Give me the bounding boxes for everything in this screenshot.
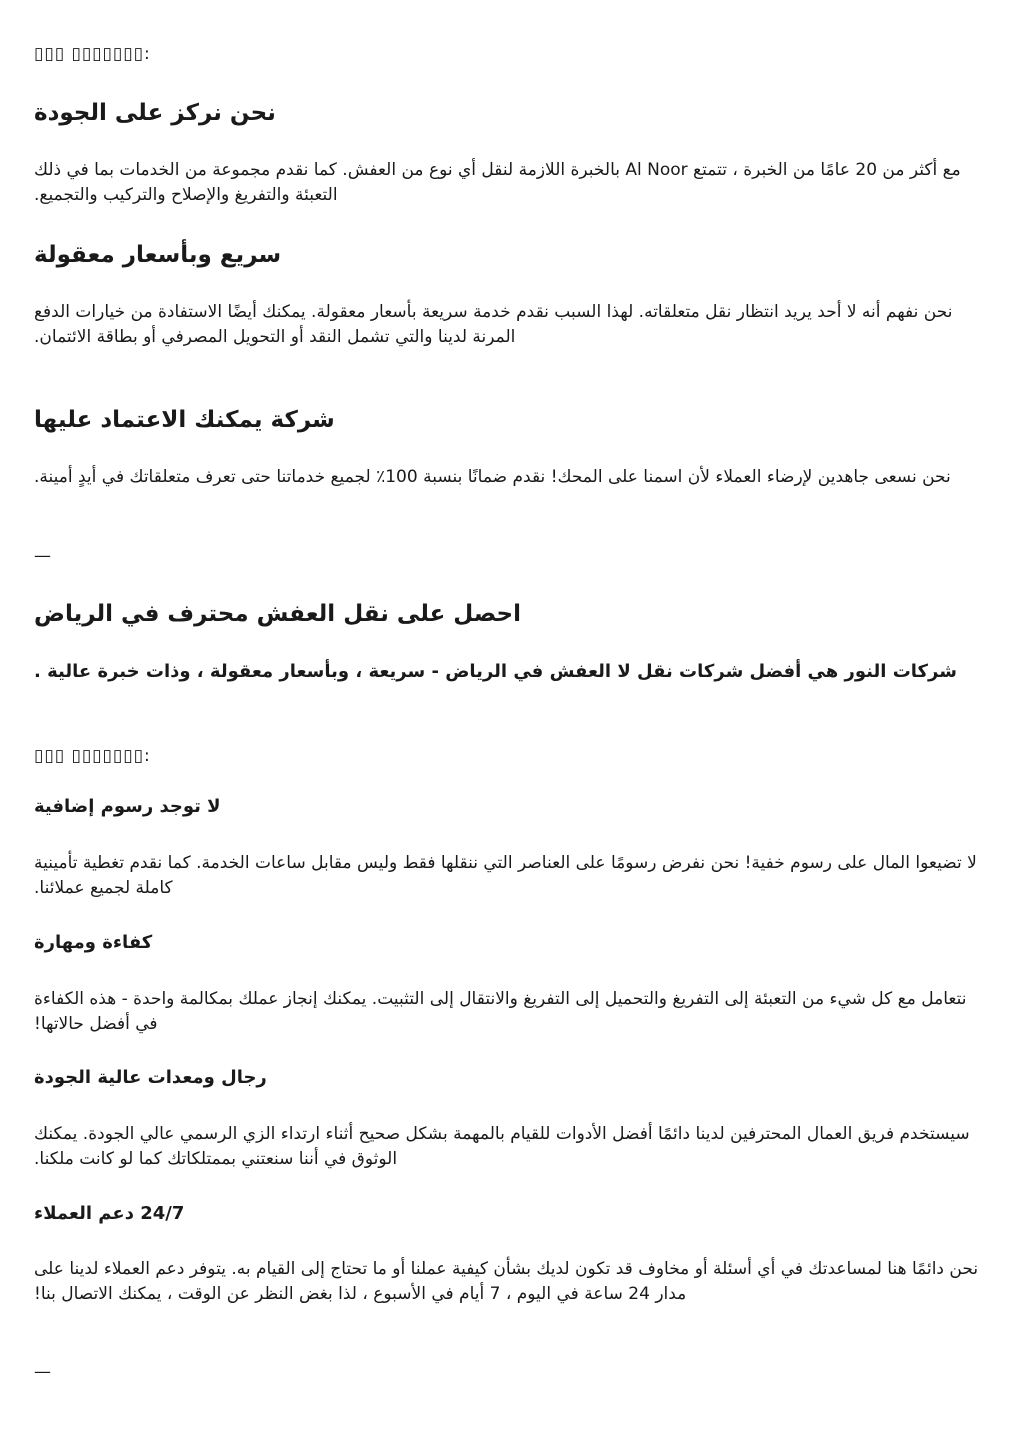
section-text-affordable: نحن نفهم أنه لا أحد يريد انتظار نقل متعلقاته. لهذا السبب نقدم خدمة سريعة بأسعار معقولة. يمكنك أيضًا الاستفادة من خيارات الدفع المرنة لدينا والتي تشمل النقد أو التحويل المصرفي أو بطاقة الائتمان. <box>34 302 953 347</box>
feature-heading-equipment: رجال ومعدات عالية الجودة <box>34 1067 267 1088</box>
feature-text-support: نحن دائمًا هنا لمساعدتك في أي أسئلة أو مخاوف قد تكون لديك بشأن كيفية عملنا أو ما تحتاج إلى القيام به. يتوفر دعم العملاء لدينا على مدار 24 ساعة في اليوم ، 7 أيام في الأسبوع ، لذا بغض النظر عن الوقت ، يمكنك الاتصال بنا! <box>34 1259 979 1304</box>
intro-label: ▯▯▯ ▯▯▯▯▯▯▯: <box>34 44 151 64</box>
section-heading-reliable: شركة يمكنك الاعتماد عليها <box>34 407 335 433</box>
feature-text-efficiency: نتعامل مع كل شيء من التعبئة إلى التفريغ والتحميل إلى التفريغ والانتقال إلى التثبيت. يمكنك إنجاز عملك بمكالمة واحدة - هذه الكفاءة في أفضل حالاتها! <box>34 989 967 1034</box>
horizontal-rule: — <box>34 546 51 566</box>
feature-text-no-fees: لا تضيعوا المال على رسوم خفية! نحن نفرض رسومًا على العناصر التي ننقلها فقط وليس مقابل ساعات الخدمة. كما نقدم تغطية تأمينية كاملة لجميع عملائنا. <box>34 853 977 898</box>
page-subtitle: شركات النور هي أفضل شركات نقل لا العفش في الرياض - سريعة ، وبأسعار معقولة ، وذات خبرة عالية . <box>34 661 957 682</box>
horizontal-rule-2: — <box>34 1362 51 1382</box>
section-text-reliable: نحن نسعى جاهدين لإرضاء العملاء لأن اسمنا على المحك! نقدم ضمانًا بنسبة 100٪ لجميع خدماتنا حتى تعرف متعلقاتك في أيدٍ أمينة. <box>34 467 951 487</box>
section-heading-affordable: سريع وبأسعار معقولة <box>34 242 282 268</box>
section-heading-quality: نحن نركز على الجودة <box>34 100 276 126</box>
feature-text-equipment: سيستخدم فريق العمال المحترفين لدينا دائمًا أفضل الأدوات للقيام بالمهمة بشكل صحيح أثناء ارتداء الزي الرسمي عالي الجودة. يمكنك الوثوق في أننا سنعتني بممتلكاتك كما لو كانت ملكنا. <box>34 1124 970 1169</box>
feature-heading-no-fees: لا توجد رسوم إضافية <box>34 796 221 817</box>
feature-heading-support: 24/7 دعم العملاء <box>34 1203 185 1224</box>
intro-label-2: ▯▯▯ ▯▯▯▯▯▯▯: <box>34 746 151 766</box>
section-text-quality: مع أكثر من 20 عامًا من الخبرة ، تتمتع Al Noor بالخبرة اللازمة لنقل أي نوع من العفش. كما نقدم مجموعة من الخدمات بما في ذلك التعبئة والتفريغ والإصلاح والتركيب والتجميع. <box>34 160 961 205</box>
feature-heading-efficiency: كفاءة ومهارة <box>34 932 153 953</box>
page-title: احصل على نقل العفش محترف في الرياض <box>34 601 521 627</box>
